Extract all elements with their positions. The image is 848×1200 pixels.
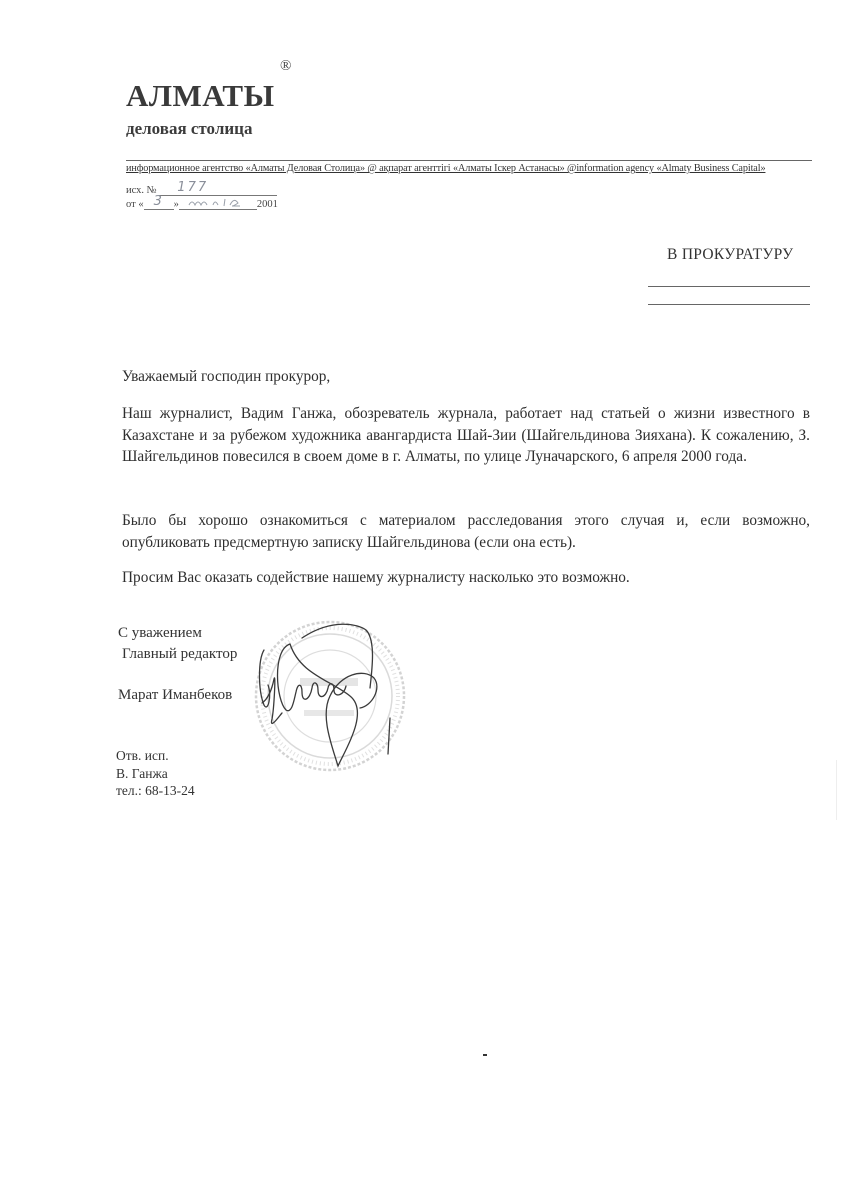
- outgoing-number-handwritten: 177: [177, 180, 209, 195]
- outgoing-date: [126, 194, 278, 210]
- recipient-heading: В ПРОКУРАТУРУ: [667, 246, 794, 263]
- agency-line: информационное агентство «Алматы Деловая Столица» @ ақпарат агенттігі «Алматы Іскер Астанасы» @information agency «Almaty Business Capital»: [126, 160, 812, 174]
- date-month-field: [179, 197, 257, 210]
- date-mid: »: [173, 199, 179, 210]
- responsible-executor-label: Отв. исп.: [116, 748, 169, 763]
- official-stamp-and-signature: [242, 618, 432, 783]
- closing: С уважением: [118, 625, 202, 641]
- signer-role: Главный редактор: [122, 646, 238, 662]
- body-paragraph-2: Было бы хорошо ознакомиться с материалом расследования этого случая и, если возможно, опубликовать предсмертную записку Шайгельдинова (если она есть).: [122, 512, 810, 551]
- date-year: 2001: [256, 199, 278, 210]
- date-day-handwritten: 3: [153, 194, 164, 209]
- responsible-executor-phone: тел.: 68-13-24: [116, 783, 195, 798]
- letterhead-subtitle: деловая столица: [126, 119, 253, 138]
- scan-speck: [483, 1054, 487, 1056]
- handwritten-signature-icon: [260, 624, 391, 766]
- date-prefix: от «: [126, 199, 144, 210]
- outgoing-number-field: [159, 180, 277, 196]
- outgoing-number: [126, 180, 277, 196]
- greeting: Уважаемый господин прокурор,: [122, 368, 331, 385]
- recipient-line-2: [648, 304, 810, 305]
- responsible-executor-name: В. Ганжа: [116, 766, 168, 781]
- registered-trademark-mark: ®: [280, 58, 292, 74]
- signer-name: Марат Иманбеков: [118, 687, 233, 703]
- letterhead-brand: АЛМАТЫ: [126, 78, 275, 113]
- scan-edge-mark: [836, 760, 837, 820]
- handwritten-month-scribble: [187, 196, 257, 208]
- body-paragraph-3: Просим Вас оказать содействие нашему журналисту насколько это возможно.: [122, 569, 630, 586]
- recipient-line-1: [648, 286, 810, 287]
- outgoing-number-label: исх. №: [126, 185, 157, 196]
- date-day-field: [144, 194, 174, 210]
- body-paragraph-1: Наш журналист, Вадим Ганжа, обозреватель журнала, работает над статьей о жизни известного в Казахстане и за рубежом художника авангардиста Шай-Зии (Шайгельдинова Зияхана). К сожалению, З. Шайгельдинов повесился в своем доме в г. Алматы, по улице Луначарского, 6 апреля 2000 года.: [122, 405, 810, 465]
